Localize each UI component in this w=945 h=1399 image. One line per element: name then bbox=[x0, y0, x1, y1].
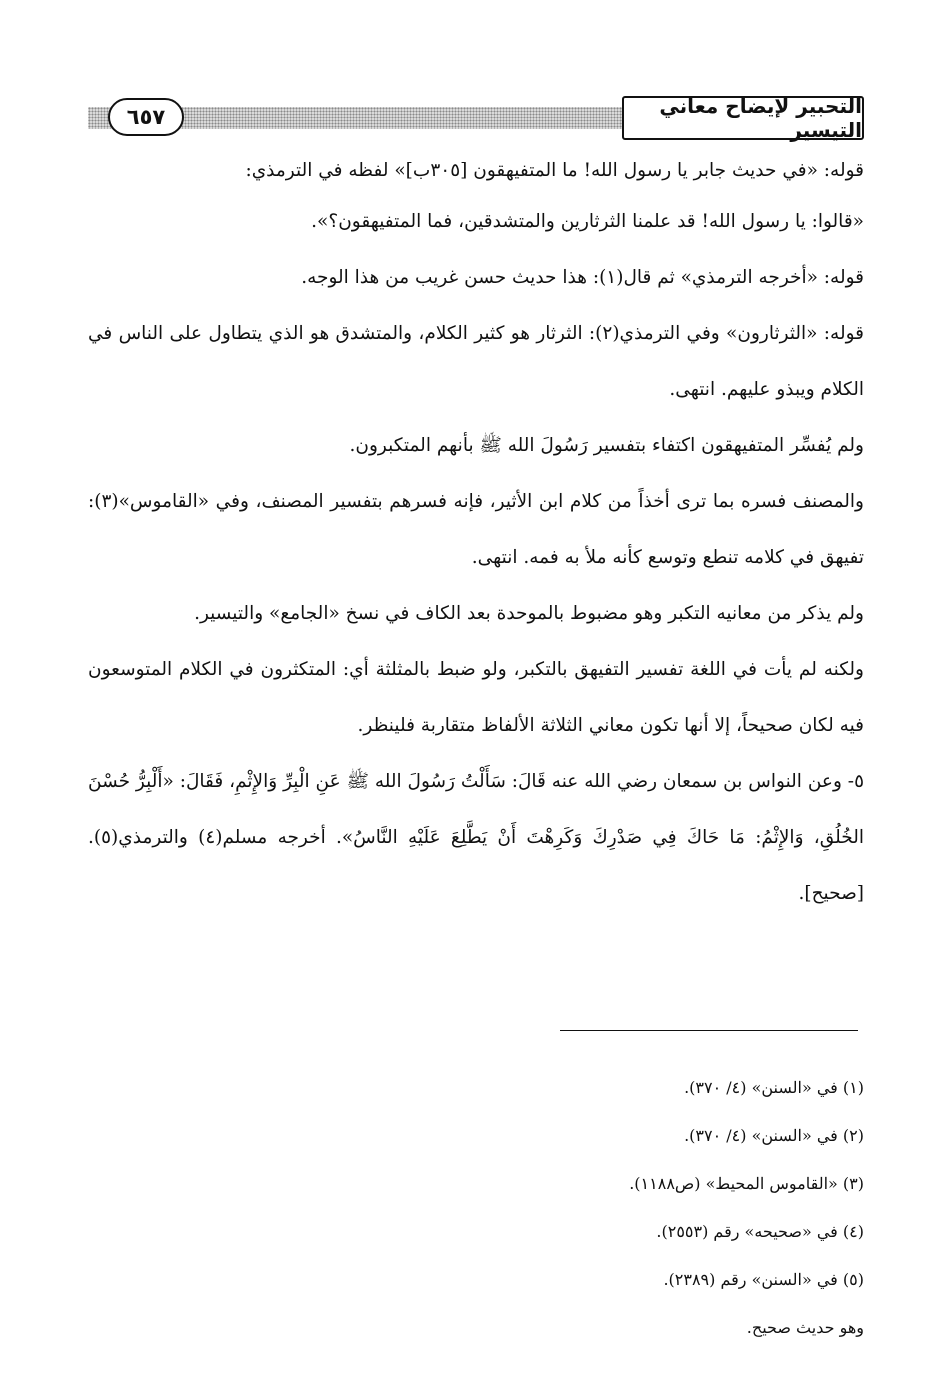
footnote-separator bbox=[560, 1030, 858, 1031]
footnote: وهو حديث صحيح. bbox=[746, 1318, 864, 1337]
page-number: ٦٥٧ bbox=[126, 105, 166, 129]
paragraph: ٥- وعن النواس بن سمعان رضي الله عنه قَالَ: سَأَلْتُ رَسُولَ الله ﷺ عَنِ الْبِرِّ وَالإِثْمِ، فَقَالَ: «أَلْبِرُّ حُسْنَ الخُلُقِ، وَالإِثْمُ: مَا حَاكَ فِي صَدْرِكَ وَكَرِهْتَ أَنْ يَطَّلِعَ عَلَيْهِ النَّاسُ». أخرجه مسلم(٤) والترمذي(٥). [صحيح]. bbox=[88, 771, 864, 904]
paragraph: «قالوا: يا رسول الله! قد علمنا الثرثارين والمتشدقين، فما المتفيهقون؟». bbox=[311, 211, 864, 232]
footnote: (٢) في «السنن» (٤/ ٣٧٠). bbox=[684, 1126, 864, 1145]
footnote: (١) في «السنن» (٤/ ٣٧٠). bbox=[684, 1078, 864, 1097]
paragraph: ولم يذكر من معانيه التكبر وهو مضبوط بالموحدة بعد الكاف في نسخ «الجامع» والتيسير. bbox=[194, 603, 864, 624]
book-title-box bbox=[622, 96, 864, 140]
paragraph: قوله: «في حديث جابر يا رسول الله! ما المتفيهقون [٣٠٥ب]» لفظه في الترمذي: bbox=[245, 160, 864, 181]
footnote: (٣) «القاموس المحيط» (ص١١٨٨). bbox=[629, 1174, 864, 1193]
footnote: (٥) في «السنن» رقم (٢٣٨٩). bbox=[663, 1270, 864, 1289]
footnotes bbox=[88, 1064, 864, 1352]
paragraph: والمصنف فسره بما ترى أخذاً من كلام ابن الأثير، فإنه فسرهم بتفسير المصنف، وفي «القاموس»(٣): تفيهق في كلامه تنطع وتوسع كأنه ملأ به فمه. انتهى. bbox=[88, 491, 864, 568]
main-text bbox=[88, 148, 864, 922]
paragraph: قوله: «الثرثارون» وفي الترمذي(٢): الثرثار هو كثير الكلام، والمتشدق هو الذي يتطاول على الناس في الكلام ويبذو عليهم. انتهى. bbox=[88, 323, 864, 400]
paragraph: ولم يُفسِّر المتفيهقون اكتفاء بتفسير رَسُولَ الله ﷺ بأنهم المتكبرون. bbox=[349, 435, 864, 456]
footnote: (٤) في «صحيحه» رقم (٢٥٥٣). bbox=[656, 1222, 864, 1241]
page-number-badge bbox=[108, 98, 184, 136]
paragraph: قوله: «أخرجه الترمذي» ثم قال(١): هذا حديث حسن غريب من هذا الوجه. bbox=[301, 267, 864, 288]
paragraph: ولكنه لم يأت في اللغة تفسير التفيهق بالتكبر، ولو ضبط بالمثلثة أي: المتكثرون في الكلام المتوسعون فيه لكان صحيحاً، إلا أنها تكون معاني الثلاثة الألفاظ متقاربة فلينظر. bbox=[88, 659, 864, 736]
page-header bbox=[88, 96, 864, 144]
book-title: التحبير لإيضاح معاني التيسير bbox=[659, 94, 862, 142]
